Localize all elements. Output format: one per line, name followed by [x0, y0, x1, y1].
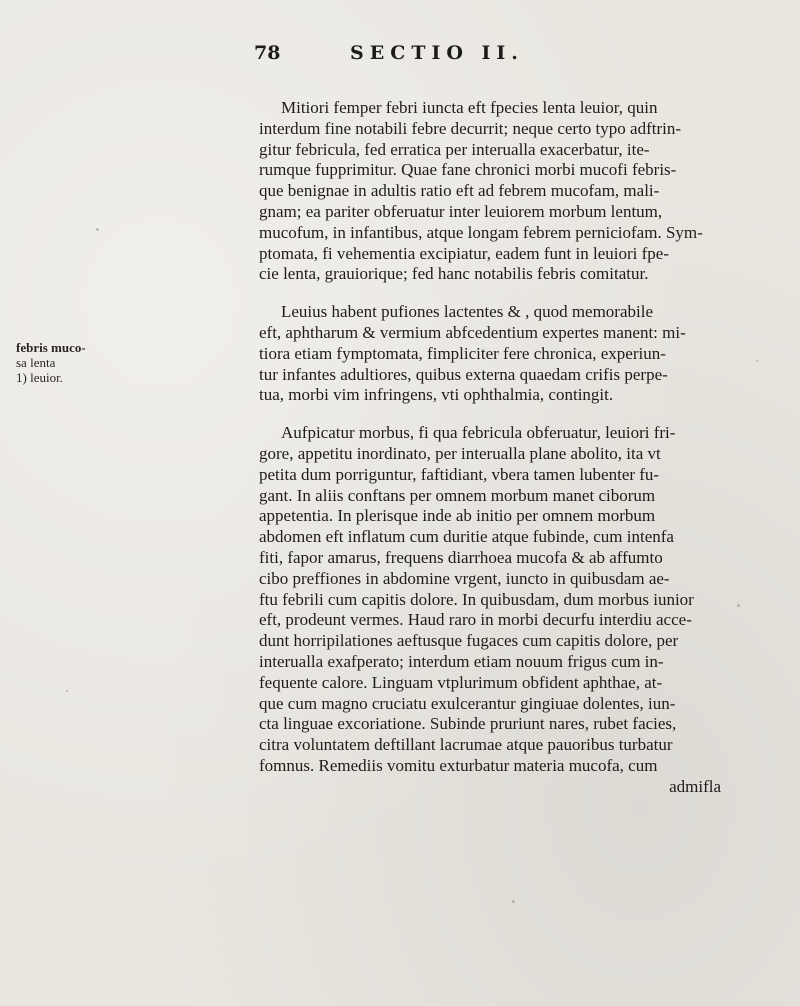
text-line: cie lenta, grauiorique; fed hanc notabilis febris comitatur.	[259, 264, 649, 284]
text-line: cibo preffiones in abdomine vrgent, iuncto in quibusdam ae-	[259, 568, 670, 588]
text-line: gnam; ea pariter obferuatur inter leuiorem morbum lentum,	[259, 201, 663, 221]
text-line: gitur febricula, fed erratica per interualla exacerbatur, ite-	[259, 139, 650, 159]
paragraph-gap	[259, 406, 725, 423]
catchword: admifla	[669, 776, 721, 796]
paper-speck	[66, 690, 68, 692]
text-line: fequente calore. Linguam vtplurimum obfident aphthae, at-	[259, 672, 663, 692]
text-line: interualla exafperato; interdum etiam nouum frigus cum in-	[259, 651, 664, 671]
text-line: Mitiori femper febri iuncta eft fpecies lenta leuior, quin	[281, 98, 658, 117]
margin-note-line: 1) leuior.	[16, 370, 63, 385]
text-line: tiora etiam fymptomata, fimpliciter fere chronica, experiun-	[259, 343, 666, 363]
text-line: tur infantes adultiores, quibus externa quaedam crifis perpe-	[259, 364, 668, 384]
text-line: citra voluntatem deftillant lacrumae atque pauoribus turbatur	[259, 735, 673, 755]
text-line: eft, aphtharum & vermium abfcedentium expertes manent: mi-	[259, 322, 686, 342]
paragraph-2	[259, 302, 725, 406]
paragraph-3	[259, 423, 725, 777]
page-number: 78	[254, 42, 281, 64]
text-line: que cum magno cruciatu exulcerantur gingiuae dolentes, iun-	[259, 693, 676, 713]
text-line: eft, prodeunt vermes. Haud raro in morbi decurfu interdiu acce-	[259, 610, 692, 630]
text-line: petita dum porriguntur, faftidiant, vbera tamen lubenter fu-	[259, 464, 660, 484]
text-line: fiti, fapor amarus, frequens diarrhoea mucofa & ab affumto	[259, 547, 663, 567]
text-line: appetentia. In plerisque inde ab initio per omnem morbum	[259, 506, 656, 526]
text-line: tua, morbi vim infringens, vti ophthalmia, contingit.	[259, 385, 614, 405]
paragraph-gap	[259, 285, 725, 302]
text-line: rumque fupprimitur. Quae fane chronici morbi mucofi febris-	[259, 160, 677, 180]
text-line: interdum fine notabili febre decurrit; neque certo typo adftrin-	[259, 118, 682, 138]
text-line: Leuius habent pufiones lactentes & , quod memorabile	[281, 302, 654, 322]
paper-speck	[512, 900, 515, 903]
text-line: ptomata, fi vehementia excipiatur, eadem funt in leuiori fpe-	[259, 243, 669, 263]
paragraph-1	[259, 98, 725, 285]
text-line: gant. In aliis conftans per omnem morbum manet ciborum	[259, 485, 656, 505]
section-title: SECTIO II.	[350, 42, 524, 64]
text-line: mucofum, in infantibus, atque longam febrem perniciofam. Sym-	[259, 222, 703, 242]
paper-speck	[737, 604, 740, 607]
text-line: dunt horripilationes aeftusque fugaces cum capitis dolore, per	[259, 631, 679, 651]
text-line: cta linguae excoriatione. Subinde pruriunt nares, rubet facies,	[259, 714, 677, 734]
text-line: Aufpicatur morbus, fi qua febricula obferuatur, leuiori fri-	[281, 423, 676, 443]
text-line: ftu febrili cum capitis dolore. In quibusdam, dum morbus iunior	[259, 589, 694, 609]
paper-speck	[756, 360, 758, 362]
body-text	[259, 98, 725, 798]
paper-speck	[96, 228, 99, 231]
text-line: fomnus. Remediis vomitu exturbatur materia mucofa, cum	[259, 755, 658, 775]
text-line: abdomen eft inflatum cum duritie atque fubinde, cum intenfa	[259, 527, 674, 547]
margin-note	[16, 340, 98, 385]
text-line: gore, appetitu inordinato, per interualla plane abolito, ita vt	[259, 443, 661, 463]
margin-note-line: sa lenta	[16, 355, 56, 370]
margin-note-line: febris muco-	[16, 340, 86, 355]
text-line: que benignae in adultis ratio eft ad febrem mucofam, mali-	[259, 181, 660, 201]
